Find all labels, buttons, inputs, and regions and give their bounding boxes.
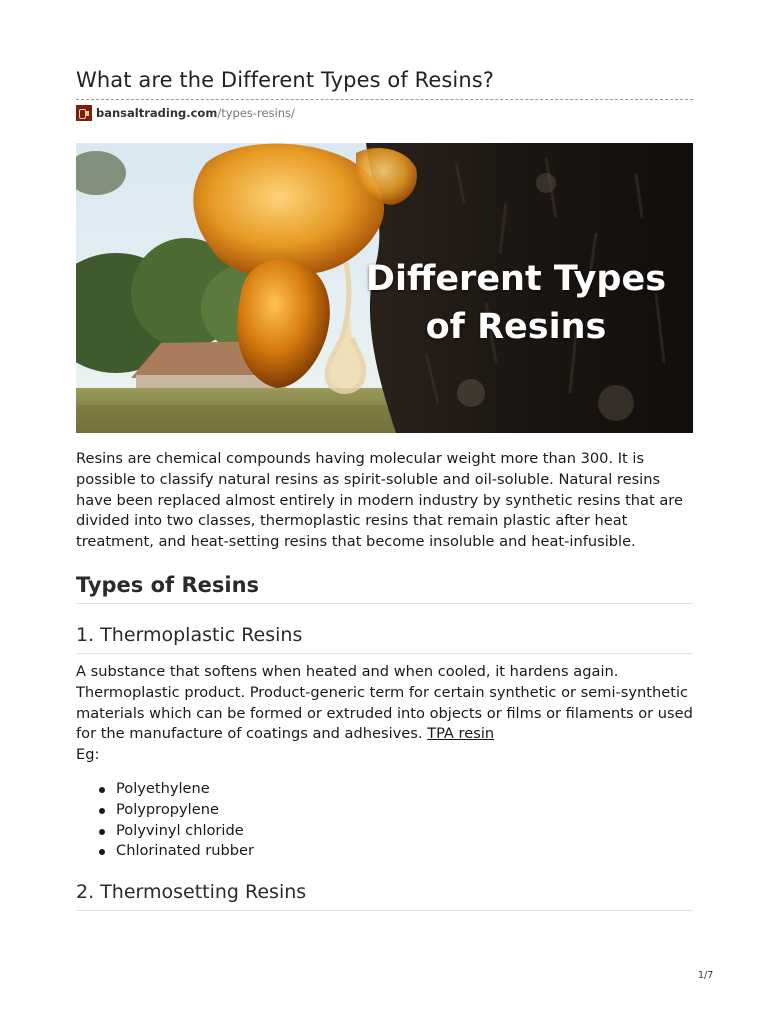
list-item: Polyvinyl chloride xyxy=(116,821,254,842)
thermoplastic-paragraph xyxy=(76,662,693,766)
page-number: 1/7 xyxy=(698,970,714,981)
section-heading: Types of Resins xyxy=(76,573,260,597)
example-label: Eg: xyxy=(76,746,100,764)
list-item: Polyethylene xyxy=(116,779,254,800)
hero-heading xyxy=(361,255,671,351)
subsection-heading-thermoplastic: 1. Thermoplastic Resins xyxy=(76,624,303,646)
thermoplastic-text: A substance that softens when heated and when cooled, it hardens again. Thermoplastic product. Product-generic term for certain synthetic or semi-synthetic materials which can be formed or extruded into objects or films or filaments or used for the manufacture of coatings and adhesives. xyxy=(76,663,693,743)
hero-heading-line1: Different Types xyxy=(365,259,667,299)
page-title: What are the Different Types of Resins? xyxy=(76,68,495,92)
list-item: Chlorinated rubber xyxy=(116,841,254,862)
hero-heading-line2: of Resins xyxy=(425,307,607,347)
examples-list xyxy=(76,779,254,862)
list-item: Polypropylene xyxy=(116,800,254,821)
subsection-heading-thermosetting: 2. Thermosetting Resins xyxy=(76,881,307,903)
title-divider xyxy=(76,99,693,100)
intro-paragraph: Resins are chemical compounds having molecular weight more than 300. It is possible to classify natural resins as spirit-soluble and oil-soluble. Natural resins have been replaced almost entirely in modern industry by synthetic resins that are divided into two classes, thermoplastic resins that remain plastic after heat treatment, and heat-setting resins that become insoluble and heat-infusible. xyxy=(76,450,683,551)
source-domain[interactable]: bansaltrading.com xyxy=(96,106,218,120)
source-link[interactable] xyxy=(76,104,295,122)
tpa-resin-link[interactable]: TPA resin xyxy=(427,725,495,743)
source-path[interactable]: /types-resins/ xyxy=(217,106,295,120)
section-divider xyxy=(76,603,693,604)
hero-image xyxy=(76,143,693,433)
subsection-divider xyxy=(76,910,693,911)
subsection-divider xyxy=(76,653,693,654)
site-favicon-icon xyxy=(76,105,92,121)
